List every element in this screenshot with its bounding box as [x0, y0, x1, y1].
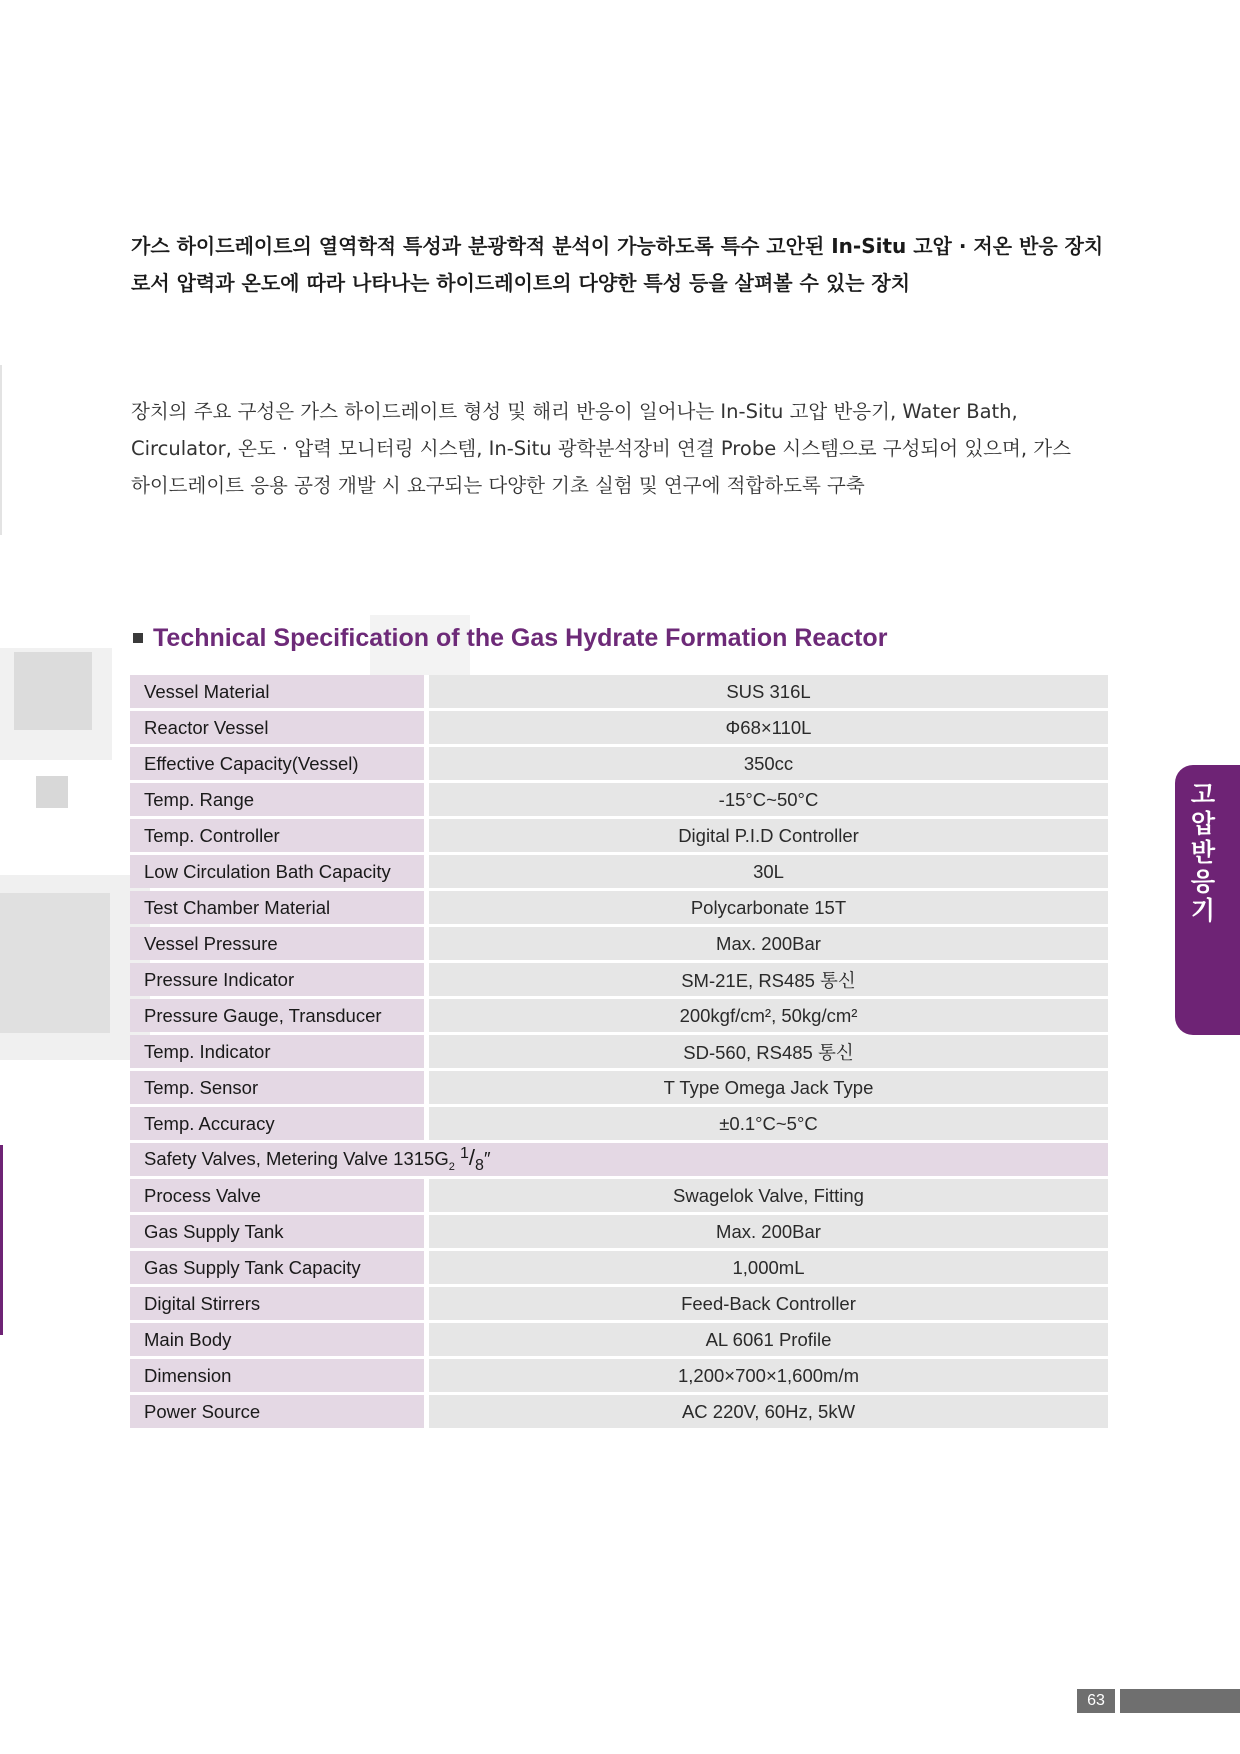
decorative-square — [0, 893, 110, 1033]
table-row — [130, 747, 1108, 780]
fraction-denominator: 8 — [475, 1156, 484, 1174]
spec-label: Temp. Range — [130, 783, 424, 816]
spec-label: Temp. Sensor — [130, 1071, 424, 1104]
spec-value: SUS 316L — [429, 675, 1108, 708]
spec-value: T Type Omega Jack Type — [429, 1071, 1108, 1104]
spec-value: 200kgf/cm², 50kg/cm² — [429, 999, 1108, 1032]
spec-label: Vessel Pressure — [130, 927, 424, 960]
description-line-2: Circulator, 온도 · 압력 모니터링 시스템, In-Situ 광학분석장비 연결 Probe 시스템으로 구성되어 있으며, 가스 — [131, 437, 1071, 460]
spec-label: Temp. Indicator — [130, 1035, 424, 1068]
spec-value: -15°C~50°C — [429, 783, 1108, 816]
spec-label: Pressure Gauge, Transducer — [130, 999, 424, 1032]
section-title-text: Technical Specification of the Gas Hydrate Formation Reactor — [153, 623, 888, 652]
table-row — [130, 891, 1108, 924]
safety-valves-text: Safety Valves, Metering Valve 1315G — [144, 1147, 449, 1169]
safety-valves-cell: Safety Valves, Metering Valve $1315G_2$ $^1/_8''$ — [130, 1143, 1108, 1176]
description-line-1: 장치의 주요 구성은 가스 하이드레이트 형성 및 해리 반응이 일어나는 In-Situ 고압 반응기, Water Bath, — [131, 400, 1018, 423]
spec-label: Reactor Vessel — [130, 711, 424, 744]
table-row — [130, 963, 1108, 996]
table-row — [130, 1179, 1108, 1212]
spec-label: Power Source — [130, 1395, 424, 1428]
spec-label: Vessel Material — [130, 675, 424, 708]
spec-value: AL 6061 Profile — [429, 1323, 1108, 1356]
table-row — [130, 1215, 1108, 1248]
chapter-side-tab-label: 고 압 반 응 기 — [1190, 780, 1216, 925]
spec-value: 1,000mL — [429, 1251, 1108, 1284]
intro-line-2: 로서 압력과 온도에 따라 나타나는 하이드레이트의 다양한 특성 등을 살펴볼 수 있는 장치 — [131, 271, 911, 295]
table-row — [130, 1287, 1108, 1320]
spec-value: 1,200×700×1,600m/m — [429, 1359, 1108, 1392]
spec-label: Main Body — [130, 1323, 424, 1356]
spec-label: Low Circulation Bath Capacity — [130, 855, 424, 888]
spec-value: SM-21E, RS485 통신 — [429, 963, 1108, 996]
decorative-square — [14, 652, 92, 730]
spec-value: Swagelok Valve, Fitting — [429, 1179, 1108, 1212]
spec-value: SD-560, RS485 통신 — [429, 1035, 1108, 1068]
description-line-3: 하이드레이트 응용 공정 개발 시 요구되는 다양한 기초 실험 및 연구에 적합하도록 구축 — [131, 474, 865, 497]
page-number: 63 — [1077, 1689, 1115, 1713]
table-row-safety-valves — [130, 1143, 1108, 1176]
inch-mark: ″ — [483, 1147, 491, 1169]
table-row — [130, 855, 1108, 888]
table-row — [130, 1071, 1108, 1104]
spec-table — [130, 672, 1108, 1431]
spec-value: 350cc — [429, 747, 1108, 780]
spec-label: Digital Stirrers — [130, 1287, 424, 1320]
spec-value: Max. 200Bar — [429, 927, 1108, 960]
spec-value: Polycarbonate 15T — [429, 891, 1108, 924]
decorative-square — [36, 776, 68, 808]
spec-value: Max. 200Bar — [429, 1215, 1108, 1248]
decorative-line — [0, 365, 2, 535]
table-row — [130, 1359, 1108, 1392]
spec-label: Pressure Indicator — [130, 963, 424, 996]
table-row — [130, 999, 1108, 1032]
safety-valves-subscript: 2 — [448, 1160, 455, 1173]
spec-value: 30L — [429, 855, 1108, 888]
table-row — [130, 783, 1108, 816]
intro-text — [131, 228, 1111, 302]
table-row — [130, 711, 1108, 744]
spec-value: Φ68×110L — [429, 711, 1108, 744]
table-row — [130, 927, 1108, 960]
spec-label: Dimension — [130, 1359, 424, 1392]
spec-value: ±0.1°C~5°C — [429, 1107, 1108, 1140]
table-row — [130, 1323, 1108, 1356]
table-row — [130, 1107, 1108, 1140]
spec-label: Test Chamber Material — [130, 891, 424, 924]
spec-label: Gas Supply Tank — [130, 1215, 424, 1248]
spec-label: Gas Supply Tank Capacity — [130, 1251, 424, 1284]
spec-value: Feed-Back Controller — [429, 1287, 1108, 1320]
table-row — [130, 1251, 1108, 1284]
spec-label: Effective Capacity(Vessel) — [130, 747, 424, 780]
decorative-line — [0, 1145, 3, 1335]
table-row — [130, 1395, 1108, 1428]
table-row — [130, 675, 1108, 708]
spec-label: Temp. Accuracy — [130, 1107, 424, 1140]
square-bullet-icon — [133, 633, 143, 643]
spec-value: AC 220V, 60Hz, 5kW — [429, 1395, 1108, 1428]
page-number-bar — [1120, 1689, 1240, 1713]
spec-value: Digital P.I.D Controller — [429, 819, 1108, 852]
section-title — [133, 620, 887, 656]
description-text — [131, 393, 1111, 504]
intro-line-1: 가스 하이드레이트의 열역학적 특성과 분광학적 분석이 가능하도록 특수 고안된 In-Situ 고압 · 저온 반응 장치 — [131, 234, 1104, 258]
spec-label: Process Valve — [130, 1179, 424, 1212]
table-row — [130, 819, 1108, 852]
fraction-numerator: 1 — [460, 1144, 469, 1162]
table-row — [130, 1035, 1108, 1068]
spec-label: Temp. Controller — [130, 819, 424, 852]
